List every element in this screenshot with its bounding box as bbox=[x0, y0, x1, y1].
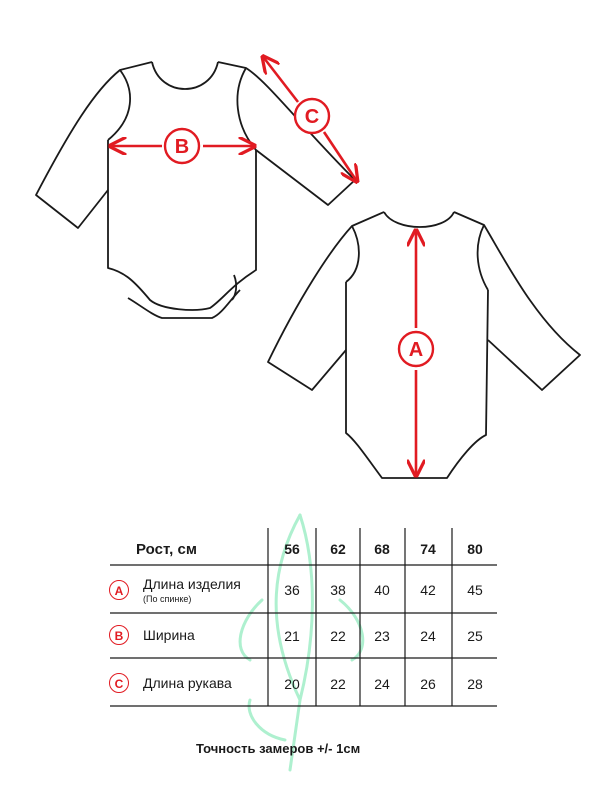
row-a-sublabel: (По спинке) bbox=[143, 594, 192, 604]
size-56: 56 bbox=[284, 541, 300, 557]
row-b-value-74: 24 bbox=[420, 628, 436, 644]
row-a-value-80: 45 bbox=[467, 582, 483, 598]
row-b-marker: B bbox=[109, 625, 129, 645]
row-a-marker: A bbox=[109, 580, 129, 600]
row-b-value-56: 21 bbox=[284, 628, 300, 644]
marker-c-label: C bbox=[304, 106, 320, 128]
marker-a-label: A bbox=[408, 339, 424, 361]
row-a-value-74: 42 bbox=[420, 582, 436, 598]
row-a-value-56: 36 bbox=[284, 582, 300, 598]
size-62: 62 bbox=[330, 541, 346, 557]
size-80: 80 bbox=[467, 541, 483, 557]
marker-b-label: B bbox=[174, 136, 190, 158]
sleeve-arrow-bottom bbox=[324, 132, 356, 180]
row-b-value-62: 22 bbox=[330, 628, 346, 644]
measurement-markers bbox=[165, 99, 433, 366]
row-c-value-74: 26 bbox=[420, 676, 436, 692]
row-c-value-56: 20 bbox=[284, 676, 300, 692]
measurement-arrows bbox=[112, 58, 416, 474]
sleeve-arrow-top bbox=[264, 58, 298, 102]
row-c-value-62: 22 bbox=[330, 676, 346, 692]
row-b-value-68: 23 bbox=[374, 628, 390, 644]
size-74: 74 bbox=[420, 541, 436, 557]
row-c-value-80: 28 bbox=[467, 676, 483, 692]
row-a-value-62: 38 bbox=[330, 582, 346, 598]
height-header: Рост, см bbox=[136, 541, 197, 558]
row-c-label: Длина рукава bbox=[143, 675, 232, 691]
row-b-value-80: 25 bbox=[467, 628, 483, 644]
size-68: 68 bbox=[374, 541, 390, 557]
row-c-value-68: 24 bbox=[374, 676, 390, 692]
row-c-marker: C bbox=[109, 673, 129, 693]
row-b-label: Ширина bbox=[143, 627, 195, 643]
row-a-label: Длина изделия bbox=[143, 576, 241, 592]
row-a-value-68: 40 bbox=[374, 582, 390, 598]
measurement-accuracy-note: Точность замеров +/- 1см bbox=[196, 741, 361, 756]
